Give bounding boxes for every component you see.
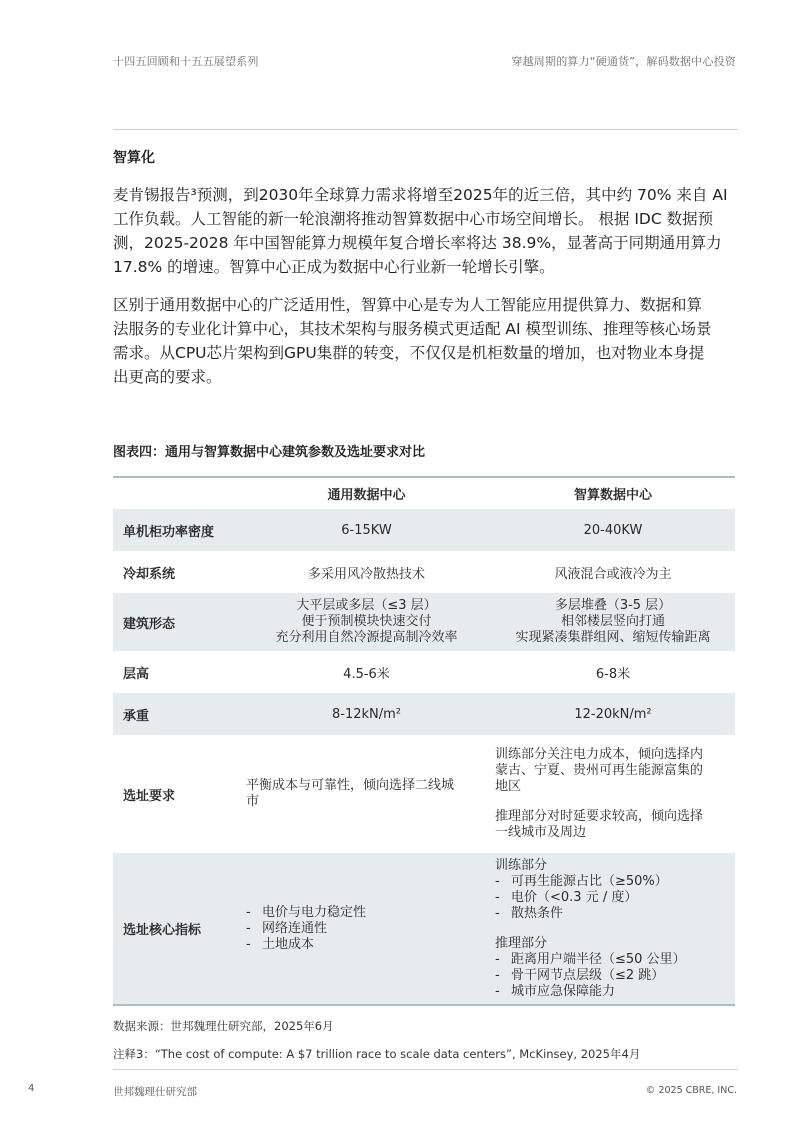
table-header-general: 通用数据中心 [327, 488, 406, 503]
footnote: 注释3：“The cost of compute: A $7 trillion race to scale data centers”, McKinsey, 2025年4月 [113, 1047, 641, 1061]
cell-line: 蒙古、宁夏、贵州可再生能源富集的 [495, 763, 704, 778]
cell-subheading: 训练部分 [495, 857, 548, 873]
row-label: 选址要求 [123, 788, 176, 804]
row-label: 层高 [123, 666, 150, 682]
running-header-series: 十四五回顾和十五五展望系列 [113, 55, 259, 68]
table-row-power [113, 509, 735, 551]
row-label: 单机柜功率密度 [113, 509, 242, 551]
cell-line: 一线城市及周边 [495, 825, 587, 840]
figure-source: 数据来源：世邦魏理仕研究部，2025年6月 [113, 1019, 334, 1033]
row-label: 承重 [113, 693, 242, 735]
table-row-height [113, 651, 735, 693]
cell-ai [491, 735, 735, 853]
cell-ai [491, 853, 735, 1005]
bullet-item: - 散热条件 [495, 905, 564, 921]
cell-ai: 6-8米 [595, 666, 631, 682]
cell-general [242, 853, 491, 1005]
cell-line: 大平层或多层（≤3 层） [296, 598, 437, 613]
bullet-item: - 城市应急保障能力 [495, 983, 616, 999]
section-title: 智算化 [113, 150, 155, 166]
table-row-cooling [113, 551, 735, 593]
cell-line: 训练部分关注电力成本，倾向选择内 [495, 747, 704, 762]
cell-line: 相邻楼层竖向打通 [560, 614, 665, 629]
row-label: 冷却系统 [123, 566, 176, 582]
bullet-item: - 骨干网节点层级（≤2 跳） [495, 967, 665, 983]
paragraph-line: 需求。从CPU芯片架构到GPU集群的转变，不仅仅是机柜数量的增加，也对物业本身提 [113, 344, 705, 362]
bullet-item: - 土地成本 [246, 936, 315, 952]
footer-publisher: 世邦魏理仕研究部 [113, 1086, 197, 1098]
table-header-row [113, 477, 735, 509]
cell-spacer [495, 795, 735, 809]
figure-title: 图表四：通用与智算数据中心建筑参数及选址要求对比 [113, 445, 426, 460]
table-row-kpi [113, 853, 735, 1005]
cell-general: 8-12kN/m² [242, 693, 491, 735]
paragraph-line: 麦肯锡报告³预测，到2030年全球算力需求将增至2025年的近三倍，其中约 70% 来自 AI [113, 186, 728, 204]
cell-general [242, 735, 491, 853]
table-row-load [113, 693, 735, 735]
paragraph-line: 法服务的专业化计算中心，其技术架构与服务模式更适配 AI 模型训练、推理等核心场景 [113, 320, 712, 338]
cell-ai: 20-40KW [491, 509, 735, 551]
table-header-ai: 智算数据中心 [573, 488, 652, 503]
cell-line: 多层堆叠（3-5 层） [554, 598, 672, 613]
cell-general: 4.5-6米 [343, 666, 390, 682]
bullet-item: - 电价与电力稳定性 [246, 904, 367, 920]
paragraph-comparison [113, 293, 738, 389]
cell-line: 推理部分对时延要求较高，倾向选择 [495, 809, 704, 824]
table-header-blank [113, 477, 242, 509]
cell-line: 地区 [495, 779, 522, 794]
cell-line: 实现紧凑集群组网、缩短传输距离 [515, 630, 711, 645]
cell-subheading: 推理部分 [495, 935, 548, 951]
cell-line: 市 [246, 794, 260, 809]
bullet-item: - 网络连通性 [246, 920, 328, 936]
cell-general [242, 593, 491, 651]
cell-general: 6-15KW [242, 509, 491, 551]
cell-general: 多采用风冷散热技术 [307, 566, 425, 582]
table-row-site [113, 735, 735, 853]
bullet-item: - 距离用户端半径（≤50 公里） [495, 951, 686, 967]
paragraph-line: 17.8% 的增速。智算中心正成为数据中心行业新一轮增长引擎。 [113, 258, 555, 276]
table-row-form [113, 593, 735, 651]
running-header-title: 穿越周期的算力“硬通货”，解码数据中心投资 [511, 55, 736, 68]
cell-line: 平衡成本与可靠性，倾向选择二线城 [246, 778, 455, 793]
paragraph-line: 区别于通用数据中心的广泛适用性，智算中心是专为人工智能应用提供算力、数据和算 [113, 296, 703, 314]
paragraph-line: 出更高的要求。 [113, 368, 222, 386]
footer-copyright: © 2025 CBRE, INC. [645, 1085, 737, 1096]
page-number: 4 [28, 1083, 35, 1094]
cell-ai [491, 593, 735, 651]
cell-line: 充分利用自然冷源提高制冷效率 [275, 630, 458, 645]
bullet-item: - 电价（<0.3 元 / 度） [495, 889, 638, 905]
row-label: 选址核心指标 [113, 853, 242, 1005]
paragraph-line: 工作负载。人工智能的新一轮浪潮将推动智算数据中心市场空间增长。 根据 IDC 数据预 [113, 210, 714, 228]
paragraph-intro [113, 183, 738, 279]
cell-line: 便于预制模块快速交付 [301, 614, 432, 629]
row-label: 建筑形态 [113, 593, 242, 651]
bullet-item: - 可再生能源占比（≥50%） [495, 873, 668, 889]
header-divider [113, 129, 738, 130]
footer-divider [113, 1069, 738, 1070]
cell-ai: 12-20kN/m² [491, 693, 735, 735]
cell-ai: 风液混合或液冷为主 [554, 566, 672, 582]
paragraph-line: 测，2025-2028 年中国智能算力规模年复合增长率将达 38.9%，显著高于同期通用算力 [113, 234, 722, 252]
cell-spacer [495, 922, 735, 936]
comparison-table [113, 476, 735, 1006]
